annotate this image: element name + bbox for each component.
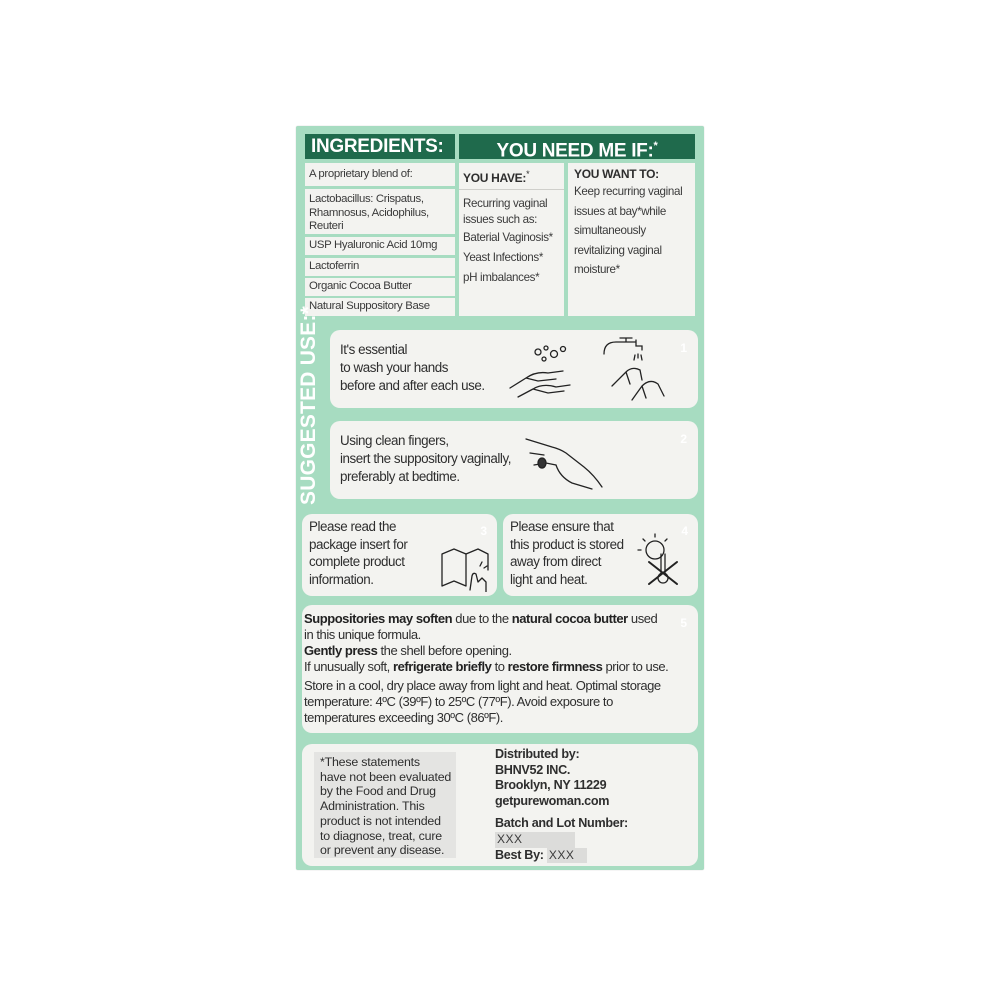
- you-want-line: moisture*: [574, 263, 620, 276]
- step5-line: [304, 611, 668, 627]
- step-card-4: [503, 514, 698, 596]
- step5-bold: Gently press: [304, 643, 378, 658]
- you-have-line: pH imbalances*: [463, 271, 540, 284]
- step-line: information.: [309, 571, 374, 587]
- step5-line: Store in a cool, dry place away from light and heat. Optimal storage: [304, 678, 661, 693]
- disclaimer-line: have not been evaluated: [320, 769, 452, 784]
- you-want-column: [568, 163, 695, 316]
- step-line: insert the suppository vaginally,: [340, 451, 511, 466]
- disclaimer-line: by the Food and Drug: [320, 784, 436, 799]
- hand-suppository-icon: [522, 433, 604, 493]
- you-have-mark: *: [526, 169, 530, 179]
- step5-normal: the shell before opening.: [377, 643, 512, 658]
- need-header-mark: *: [653, 140, 658, 152]
- batch-label: Batch and Lot Number:: [495, 816, 628, 831]
- step-text-3: [309, 518, 407, 588]
- step-text-1: [340, 341, 485, 395]
- distributor-city: Brooklyn, NY 11229: [495, 778, 607, 793]
- ingredient-row: [305, 258, 455, 276]
- step-card-5: [302, 605, 698, 733]
- step5-bold: Suppositories may soften: [304, 611, 453, 626]
- step5-line: temperatures exceeding 30ºC (86ºF).: [304, 710, 503, 725]
- step5-bold: restore firmness: [507, 659, 603, 674]
- you-want-line: issues at bay*while: [574, 204, 666, 218]
- ingredient-text: Lactobacillus: Crispatus,: [309, 193, 424, 205]
- step-text-5: [304, 611, 668, 726]
- step-line: complete product: [309, 554, 405, 569]
- disclaimer-line: product is not intended: [320, 813, 441, 828]
- step-card-2: [330, 421, 698, 499]
- step-number-5: 5: [680, 616, 687, 630]
- need-header: [459, 134, 695, 162]
- ingredients-header-text: INGREDIENTS:: [311, 136, 444, 157]
- step-text-2: [340, 432, 511, 486]
- disclaimer-line: Administration. This: [320, 799, 425, 814]
- ingredient-text: USP Hyaluronic Acid 10mg: [309, 239, 438, 251]
- suggested-use-text: SUGGESTED USE:*: [297, 305, 320, 505]
- step-line: Using clean fingers,: [340, 433, 449, 448]
- ingredient-text: Reuteri: [309, 220, 344, 232]
- ingredient-row: [305, 278, 455, 296]
- ingredient-text: Rhamnosus, Acidophilus,: [309, 206, 429, 219]
- faucet-hands-icon: [602, 336, 672, 406]
- ingredient-text: Organic Cocoa Butter: [309, 280, 412, 292]
- disclaimer-line: *These statements: [320, 755, 420, 769]
- ingredient-row: [305, 298, 455, 316]
- step5-bold: refrigerate briefly: [393, 659, 492, 674]
- step-line: away from direct: [510, 554, 602, 569]
- you-have-line: Baterial Vaginosis*: [463, 231, 553, 244]
- ingredient-text: Natural Suppository Base: [309, 300, 430, 312]
- you-want-title-text: YOU WANT TO:: [574, 167, 659, 181]
- disclaimer-line: or prevent any disease.: [320, 843, 445, 858]
- ingredient-row: [305, 163, 455, 186]
- step-line: to wash your hands: [340, 360, 449, 375]
- you-have-title: [463, 166, 560, 186]
- open-booklet-icon: [440, 546, 492, 592]
- step-card-3: [302, 514, 497, 596]
- step-line: Please read the: [309, 519, 397, 534]
- step5-normal: If unusually soft,: [304, 659, 394, 674]
- step-line: It's essential: [340, 342, 407, 357]
- distributor-website: getpurewoman.com: [495, 793, 610, 808]
- step-card-1: [330, 330, 698, 408]
- distributor-label: Distributed by:: [495, 747, 580, 761]
- step-number-3: 3: [480, 524, 487, 538]
- suggested-use-label: [296, 305, 322, 505]
- you-want-line: simultaneously: [574, 224, 646, 237]
- you-have-line: Recurring vaginal: [463, 197, 548, 210]
- step5-normal: due to the: [452, 611, 512, 626]
- need-header-text: YOU NEED ME IF:: [496, 140, 654, 162]
- ingredients-header: [305, 134, 455, 159]
- step5-bold: natural cocoa butter: [511, 611, 628, 626]
- step5-normal: prior to use.: [602, 659, 669, 674]
- you-want-line: revitalizing vaginal: [574, 243, 662, 257]
- step-line: light and heat.: [510, 571, 588, 587]
- step5-line: [304, 659, 668, 675]
- you-have-title-text: YOU HAVE:: [463, 171, 527, 185]
- step5-line: in this unique formula.: [304, 627, 421, 642]
- you-want-line: Keep recurring vaginal: [574, 185, 683, 198]
- step-number-2: 2: [680, 432, 687, 446]
- disclaimer-line: to diagnose, treat, cure: [320, 828, 442, 843]
- you-want-title: [574, 166, 689, 182]
- hand-washing-icon: [508, 343, 578, 398]
- step-line: before and after each use.: [340, 378, 485, 393]
- step-text-4: [510, 518, 624, 588]
- step5-normal: used: [627, 611, 658, 626]
- you-have-line: issues such as:: [463, 213, 538, 226]
- step-line: preferably at bedtime.: [340, 469, 460, 484]
- step5-normal: to: [491, 659, 508, 674]
- step5-line: [304, 643, 668, 659]
- step-line: Please ensure that: [510, 519, 614, 534]
- ingredient-row: [305, 189, 455, 234]
- you-have-column: [459, 163, 564, 316]
- distributor-block: [495, 747, 628, 863]
- best-by-label: Best By:: [495, 847, 544, 862]
- batch-value: XXX: [495, 832, 575, 848]
- step5-line: temperature: 4ºC (39ºF) to 25ºC (77ºF). Avoid exposure to: [304, 694, 613, 709]
- step-number-4: 4: [681, 524, 688, 538]
- fda-disclaimer: [314, 752, 456, 858]
- no-heat-light-icon: [633, 530, 681, 586]
- you-have-line: Yeast Infections*: [463, 251, 543, 264]
- ingredient-text: A proprietary blend of:: [309, 168, 413, 180]
- ingredient-row: [305, 237, 455, 255]
- ingredient-text: Lactoferrin: [309, 260, 359, 272]
- step-line: this product is stored: [510, 536, 624, 552]
- best-by-value: XXX: [547, 848, 587, 864]
- step-line: package insert for: [309, 536, 408, 552]
- distributor-name: BHNV52 INC.: [495, 762, 571, 777]
- step-number-1: 1: [680, 341, 687, 355]
